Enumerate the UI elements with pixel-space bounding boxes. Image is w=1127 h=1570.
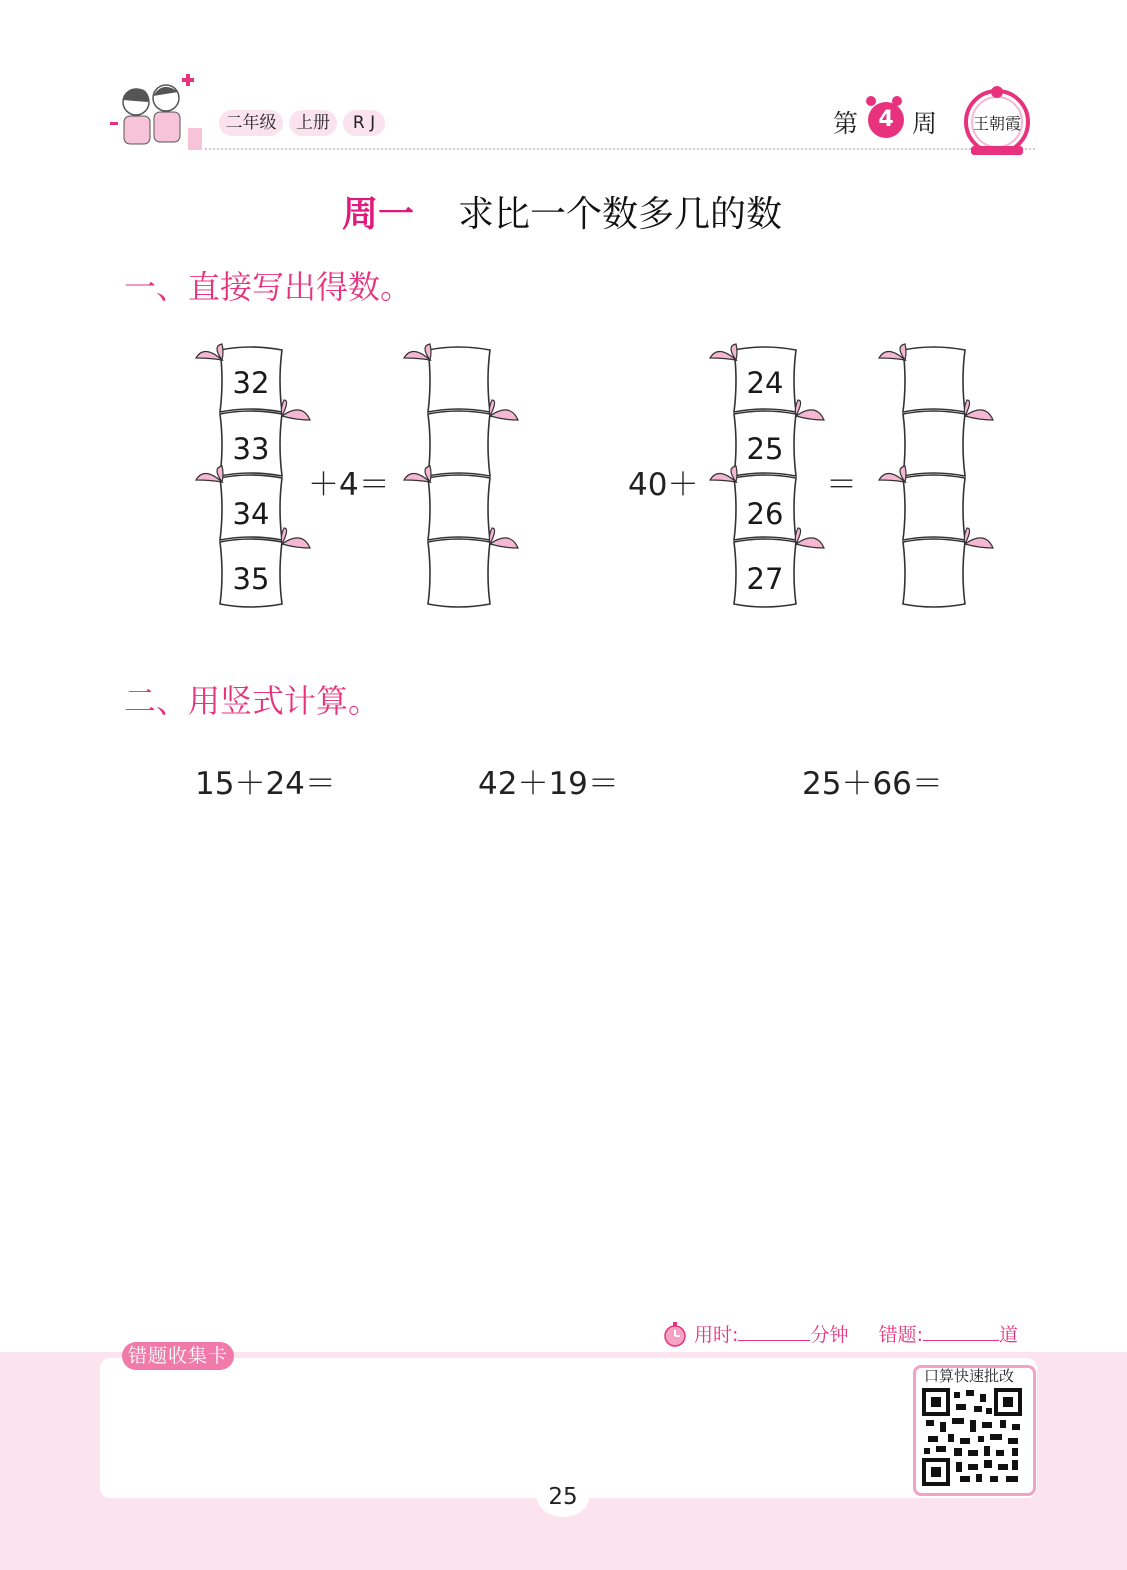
qr-code-icon <box>922 1388 1022 1486</box>
edition-label: R J <box>352 113 376 133</box>
calc-problem-2: 42＋19＝ <box>478 766 619 802</box>
week-number-badge: 4 <box>868 102 904 138</box>
timer-row <box>662 1320 1018 1347</box>
bamboo-right-number-1: 24 <box>746 366 784 400</box>
errors-unit: 道 <box>998 1324 1018 1346</box>
bamboo-right-number-4: 27 <box>746 562 784 596</box>
bamboo-left-number-4: 35 <box>232 562 270 596</box>
bamboo-right-number-2: 25 <box>746 432 784 466</box>
errors-blank[interactable] <box>923 1322 999 1341</box>
calc-problem-3: 25＋66＝ <box>802 766 943 802</box>
time-unit: 分钟 <box>810 1324 849 1346</box>
calc-problem-1: 15＋24＝ <box>195 766 336 802</box>
right-equals: ＝ <box>826 467 857 503</box>
time-blank[interactable] <box>738 1322 810 1341</box>
week-suffix: 周 <box>912 109 938 138</box>
header-divider <box>205 148 1035 150</box>
bamboo-right-number-3: 26 <box>746 497 784 531</box>
bamboo-left-answer[interactable] <box>398 340 523 615</box>
edition-pill <box>343 110 385 136</box>
bamboo-right-filled <box>704 340 829 615</box>
day-title: 周一 <box>342 194 415 235</box>
topic-title: 求比一个数多几的数 <box>458 194 783 235</box>
volume-label: 上册 <box>296 113 330 133</box>
bamboo-icon <box>398 340 523 615</box>
week-prefix: 第 <box>833 109 859 138</box>
volume-pill <box>289 110 337 136</box>
bamboo-right-answer[interactable] <box>873 340 998 615</box>
bamboo-left-filled <box>190 340 315 615</box>
qr-caption: 口算快速批改 <box>924 1367 1015 1385</box>
grade-label: 二年级 <box>225 113 277 133</box>
section-2-heading: 二、用竖式计算。 <box>124 682 381 720</box>
section-1-heading: 一、直接写出得数。 <box>124 268 413 306</box>
bamboo-left-number-1: 32 <box>232 366 270 400</box>
bamboo-left-number-3: 34 <box>232 497 270 531</box>
brand-logo <box>961 84 1033 156</box>
error-card-label: 错题收集卡 <box>122 1342 234 1370</box>
errors-label: 错题: <box>878 1324 923 1346</box>
bamboo-icon <box>873 340 998 615</box>
left-operator: ＋4＝ <box>308 467 390 503</box>
children-illustration <box>108 72 204 156</box>
brand-logo-text: 王朝霞 <box>972 114 1021 133</box>
grade-pill <box>219 110 283 136</box>
page-number: 25 <box>537 1477 589 1517</box>
time-label: 用时: <box>694 1324 739 1346</box>
right-prefix: 40＋ <box>628 467 699 503</box>
bamboo-left-number-2: 33 <box>232 432 270 466</box>
stopwatch-icon <box>662 1321 688 1347</box>
